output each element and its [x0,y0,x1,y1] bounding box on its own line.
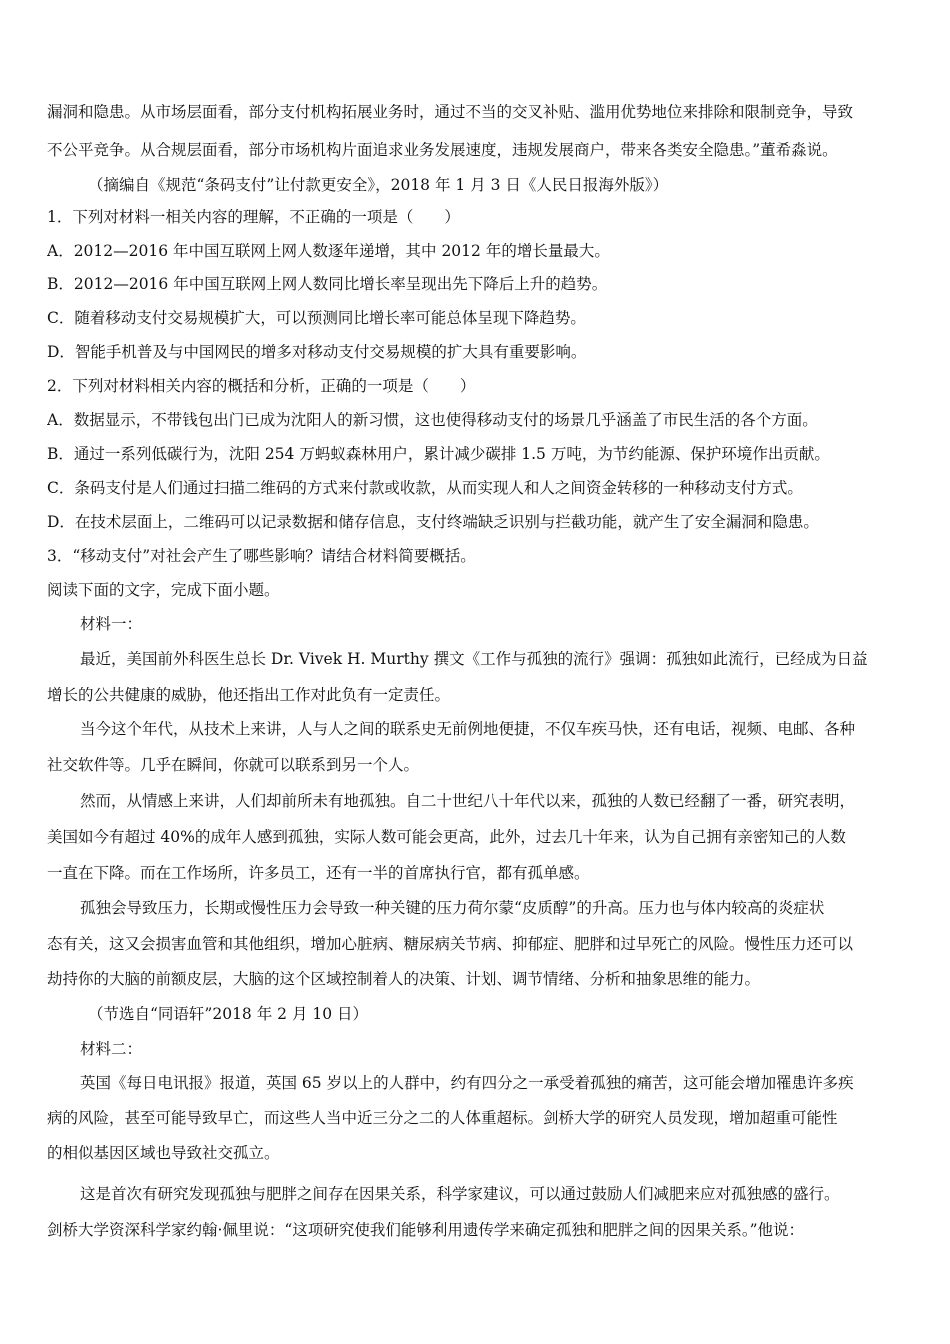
text-line: 最近，美国前外科医生总长 Dr. Vivek H. Murthy 撰文《工作与孤独的流行》强调：孤独如此流行，已经成为日益 [80,650,868,668]
text-line: 当今这个年代，从技术上来讲，人与人之间的联系史无前例地便捷，不仅车疾马快，还有电话，视频、电邮、各种 [80,720,856,738]
option-1a: A．2012—2016 年中国互联网上网人数逐年递增，其中 2012 年的增长量最大。 [47,242,610,260]
question-1: 1．下列对材料一相关内容的理解，不正确的一项是（ ） [47,208,460,226]
text-line: 美国如今有超过 40%的成年人感到孤独，实际人数可能会更高，此外，过去几十年来，认为自己拥有亲密知己的人数 [47,828,846,846]
text-line: 漏洞和隐患。从市场层面看，部分支付机构拓展业务时，通过不当的交叉补贴、滥用优势地位来排除和限制竞争，导致 [47,103,854,121]
option-2a: A．数据显示，不带钱包出门已成为沈阳人的新习惯，这也使得移动支付的场景几乎涵盖了市民生活的各个方面。 [47,411,818,429]
reading-instruction: 阅读下面的文字，完成下面小题。 [47,581,280,599]
text-line: 孤独会导致压力，长期或慢性压力会导致一种关键的压力荷尔蒙“皮质醇”的升高。压力也与体内较高的炎症状 [80,899,825,917]
option-2b: B．通过一系列低碳行为，沈阳 254 万蚂蚁森林用户，累计减少碳排 1.5 万吨，为节约能源、保护环境作出贡献。 [47,445,830,463]
material-2-heading: 材料二： [80,1040,143,1058]
text-line: 一直在下降。而在工作场所，许多员工，还有一半的首席执行官，都有孤单感。 [47,864,590,882]
text-line: 病的风险，甚至可能导致早亡，而这些人当中近三分之二的人体重超标。剑桥大学的研究人员发现，增加超重可能性 [47,1109,838,1127]
text-line: 这是首次有研究发现孤独与肥胖之间存在因果关系，科学家建议，可以通过鼓励人们减肥来应对孤独感的盛行。 [80,1185,840,1203]
option-2c: C．条码支付是人们通过扫描二维码的方式来付款或收款，从而实现人和人之间资金转移的一种移动支付方式。 [47,479,803,497]
text-line: 英国《每日电讯报》报道，英国 65 岁以上的人群中，约有四分之一承受着孤独的痛苦，这可能会增加罹患许多疾 [80,1074,854,1092]
question-3: 3．“移动支付”对社会产生了哪些影响？请结合材料简要概括。 [47,547,476,565]
text-line: 态有关，这又会损害血管和其他组织，增加心脏病、糖尿病关节病、抑郁症、肥胖和过早死亡的风险。慢性压力还可以 [47,935,854,953]
material-1-heading: 材料一： [80,615,143,633]
text-line: 增长的公共健康的威胁，他还指出工作对此负有一定责任。 [47,686,451,704]
option-1b: B．2012—2016 年中国互联网上网人数同比增长率呈现出先下降后上升的趋势。 [47,275,608,293]
text-line: 然而，从情感上来讲，人们却前所未有地孤独。自二十世纪八十年代以来，孤独的人数已经翻了一番，研究表明， [80,792,856,810]
source-citation: （摘编自《规范“条码支付”让付款更安全》，2018 年 1 月 3 日《人民日报海外版》） [88,176,669,194]
text-line: 不公平竞争。从合规层面看，部分市场机构片面追求业务发展速度，违规发展商户，带来各类安全隐患。”董希淼说。 [47,141,838,159]
text-line: 剑桥大学资深科学家约翰·佩里说：“这项研究使我们能够利用遗传学来确定孤独和肥胖之间的因果关系。”他说： [47,1221,805,1239]
text-line: 劫持你的大脑的前额皮层，大脑的这个区域控制着人的决策、计划、调节情绪、分析和抽象思维的能力。 [47,970,761,988]
text-line: 社交软件等。几乎在瞬间，你就可以联系到另一个人。 [47,756,420,774]
option-2d: D．在技术层面上，二维码可以记录数据和储存信息，支付终端缺乏识别与拦截功能，就产生了安全漏洞和隐患。 [47,513,819,531]
question-2: 2．下列对材料相关内容的概括和分析，正确的一项是（ ） [47,377,476,395]
option-1d: D．智能手机普及与中国网民的增多对移动支付交易规模的扩大具有重要影响。 [47,343,587,361]
option-1c: C．随着移动支付交易规模扩大，可以预测同比增长率可能总体呈现下降趋势。 [47,309,586,327]
text-line: 的相似基因区域也导致社交孤立。 [47,1144,280,1162]
source-citation: （节选自“同语轩”2018 年 2 月 10 日） [88,1005,369,1023]
